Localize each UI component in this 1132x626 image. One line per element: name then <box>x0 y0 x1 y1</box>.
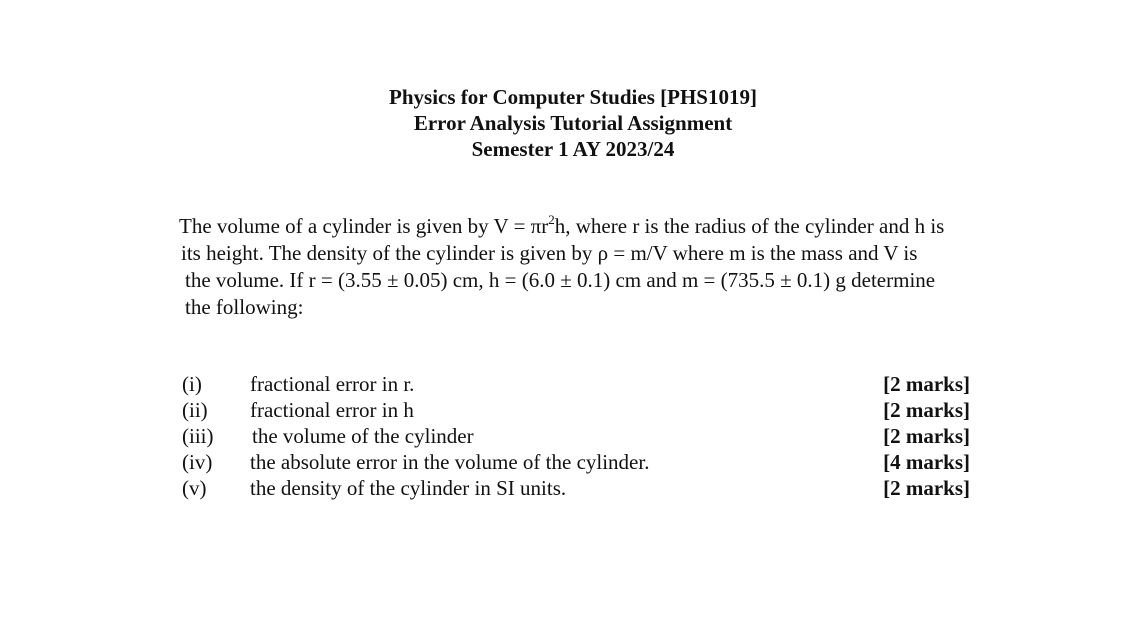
question-text: the density of the cylinder in SI units. <box>250 476 567 500</box>
question-number: (v) <box>182 476 207 500</box>
question-text: fractional error in r. <box>250 372 415 396</box>
question-marks: [2 marks] <box>883 424 970 448</box>
problem-statement <box>179 213 1019 321</box>
problem-line-1 <box>179 213 1019 240</box>
exponent: 2 <box>548 212 555 227</box>
problem-line-2: its height. The density of the cylinder is given by ρ = m/V where m is the mass and V is <box>181 241 918 265</box>
question-item <box>182 475 982 501</box>
course-title: Physics for Computer Studies [PHS1019] <box>389 85 757 109</box>
question-marks: [2 marks] <box>883 476 970 500</box>
document-header <box>0 84 1132 162</box>
problem-line-4: the following: <box>185 295 304 319</box>
question-list <box>182 371 982 501</box>
question-item <box>182 371 982 397</box>
question-text: the absolute error in the volume of the cylinder. <box>250 450 650 474</box>
semester-line: Semester 1 AY 2023/24 <box>471 137 675 161</box>
question-item <box>182 397 982 423</box>
question-number: (iii) <box>182 424 214 448</box>
question-number: (iv) <box>182 450 213 474</box>
question-marks: [2 marks] <box>883 398 970 422</box>
question-number: (i) <box>182 372 202 396</box>
assignment-title: Error Analysis Tutorial Assignment <box>413 111 733 135</box>
question-item <box>182 423 982 449</box>
question-marks: [2 marks] <box>883 372 970 396</box>
problem-line-1-pre: The volume of a cylinder is given by V = πr <box>179 214 549 238</box>
question-marks: [4 marks] <box>883 450 970 474</box>
question-text: the volume of the cylinder <box>252 424 474 448</box>
question-item <box>182 449 982 475</box>
question-number: (ii) <box>182 398 208 422</box>
problem-line-1-post: h, where r is the radius of the cylinder and h is <box>554 214 945 238</box>
question-text: fractional error in h <box>250 398 414 422</box>
problem-line-3: the volume. If r = (3.55 ± 0.05) cm, h = (6.0 ± 0.1) cm and m = (735.5 ± 0.1) g determine <box>185 268 936 292</box>
